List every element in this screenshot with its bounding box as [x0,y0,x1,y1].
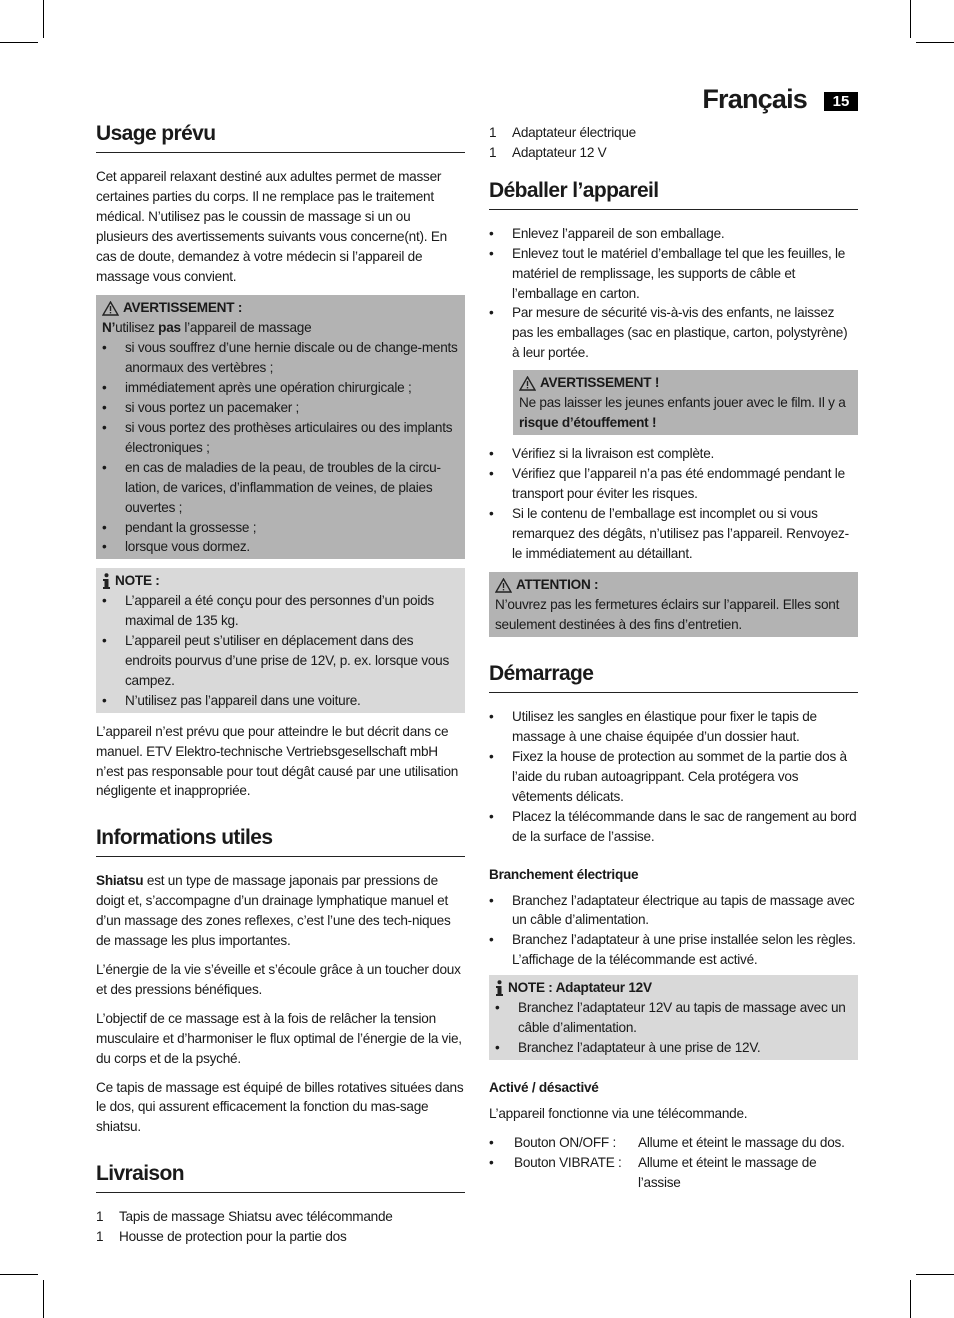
warning-text: Ne pas laisser les jeunes enfants jouer avec le film. Il y a risque d’étouffement ! [519,395,846,431]
list-item: • N’utilisez pas l’appareil dans une voiture. [102,691,459,711]
list-item: • L’appareil a été conçu pour des personnes d’un poids maximal de 135 kg. [102,591,459,631]
start-list [489,707,858,846]
crop-mark [916,42,954,43]
attention-title: ATTENTION : [495,575,852,595]
warning-list [102,338,459,557]
subsection-title-power: Branchement électrique [489,866,639,882]
crop-mark [43,1280,44,1318]
list-item: • Placez la télécommande dans le sac de rangement au bord de la surface de l’assise. [489,807,858,847]
left-column [96,120,465,1247]
section-title-info: Informations utiles [96,824,465,857]
info-p2: L’énergie de la vie s’éveille et s’écoule grâce à un toucher doux et des pressions bénéfiques. [96,962,461,997]
info-icon [102,573,111,589]
warning-intro: N’utilisez pas l’appareil de massage [102,320,312,336]
warning-box [513,370,858,435]
subsection-title-onoff: Activé / désactivé [489,1079,599,1095]
warning-box [96,295,465,559]
attention-box [489,572,858,637]
list-item: • Branchez l’adaptateur à une prise installée selon les règles. L’affichage de la télécommande est activé. [489,930,858,970]
warning-triangle-icon [519,376,536,391]
crop-mark [0,42,38,43]
section-title-start: Démarrage [489,660,858,693]
onoff-text: L’appareil fonctionne via une télécommande. [489,1105,748,1121]
list-item: • Branchez l’adaptateur à une prise de 12V. [495,1038,852,1058]
note-list [495,998,852,1058]
right-column [489,123,858,1193]
delivery-item: 1 Housse de protection pour la partie dos [96,1229,347,1245]
crop-mark [916,1274,954,1275]
note-box [96,568,465,712]
list-item: • si vous portez un pacemaker ; [102,398,459,418]
info-icon [495,980,504,996]
warning-triangle-icon [495,578,512,593]
delivery-item: 1 Adaptateur électrique [489,125,636,140]
list-item: • si vous souffrez d’une hernie discale ou de change-ments anormaux des vertèbres ; [102,338,459,378]
delivery-item: 1 Adaptateur 12 V [489,144,607,160]
list-item: • lorsque vous dormez. [102,537,459,557]
info-p3: L’objectif de ce massage est à la fois de relâcher la tension musculaire et d’harmoniser le flux optimal de l’énergie de la vie, du corps et de la psyché. [96,1010,462,1066]
list-item: • Enlevez tout le matériel d’emballage tel que les feuilles, le matériel de remplissage, les supports de câble et l’emballage en carton. [489,244,858,304]
section-title-delivery: Livraison [96,1160,465,1193]
list-item: • Branchez l’adaptateur électrique au tapis de massage avec un câble d’alimentation. [489,891,858,931]
note-title: NOTE : [102,571,459,591]
list-item: • Par mesure de sécurité vis-à-vis des enfants, ne laissez pas les emballages (sac en plastique, carton, polystyrène) à leur portée. [489,303,858,363]
list-item: • Utilisez les sangles en élastique pour fixer le tapis de massage à une chaise équipée d’un dossier haut. [489,707,858,747]
note-list [102,591,459,710]
info-p4: Ce tapis de massage est équipé de billes rotatives situées dans le dos, qui assurent efficacement la fonction du mas-sage shiatsu. [96,1079,464,1135]
list-item: • Enlevez l’appareil de son emballage. [489,224,858,244]
list-item: • pendant la grossesse ; [102,518,459,538]
note-title: NOTE : Adaptateur 12V [495,978,852,998]
crop-mark [43,0,44,38]
page-number: 15 [824,92,858,111]
unpack-list [489,224,858,363]
list-item: • Fixez la house de protection au sommet de la partie dos à l’aide du ruban autoagrippant. Cela protégera vos vêtements délicats. [489,747,858,807]
power-list [489,891,858,971]
list-item: • Vérifiez si la livraison est complète. [489,444,858,464]
list-item: • immédiatement après une opération chirurgicale ; [102,378,459,398]
section-title-usage: Usage prévu [96,120,465,153]
unpack-checks [489,444,858,563]
usage-text: Cet appareil relaxant destiné aux adultes permet de masser certaines parties du corps. Il ne remplace pas le traitement médical. N’utilisez pas le coussin de massage si un ou plusieurs des avertissements suivants vous concerne(nt). En cas de doute, demandez à votre médecin si l’appareil de massage vous convient. [96,169,447,284]
usage-closing: L’appareil n’est prévu que pour atteindre le but décrit dans ce manuel. ETV Elektro-technische Vertriebsgesellschaft mbH n’est pas responsable pour tout dégât causé par une utilisation négligente et inappropriée. [96,723,459,799]
crop-mark [910,0,911,38]
warning-title: AVERTISSEMENT : [102,298,459,318]
note-box [489,975,858,1060]
list-item: • Vérifiez que l’appareil n’a pas été endommagé pendant le transport pour éviter les risques. [489,464,858,504]
list-item: • si vous portez des prothèses articulaires ou des implants électroniques ; [102,418,459,458]
list-item: • en cas de maladies de la peau, de troubles de la circu-lation, de varices, d’inflammation de veines, de plaies ouvertes ; [102,458,459,518]
info-p1: Shiatsu est un type de massage japonais par pressions de doigt et, s’accompagne d’un drainage lymphatique manuel et d’un massage des zones reflexes, c’est l’une des tech-niques de massage les plus importantes. [96,873,451,949]
language-title: Français [702,84,807,114]
crop-mark [910,1280,911,1318]
warning-title: AVERTISSEMENT ! [519,373,852,393]
delivery-item: 1 Tapis de massage Shiatsu avec télécommande [96,1209,393,1225]
crop-mark [0,1274,38,1275]
list-item: • L’appareil peut s’utiliser en déplacement dans des endroits pourvus d’une prise de 12V, p. ex. lorsque vous campez. [102,631,459,691]
list-item: • Si le contenu de l’emballage est incomplet ou si vous remarquez des dégâts, n’utilisez pas l’appareil. Renvoyez-le immédiatement au détaillant. [489,504,858,564]
warning-triangle-icon [102,301,119,316]
list-item: • Branchez l’adaptateur 12V au tapis de massage avec un câble d’alimentation. [495,998,852,1038]
section-title-unpack: Déballer l’appareil [489,177,858,210]
button-description: • Bouton ON/OFF : Allume et éteint le massage du dos. [489,1133,858,1153]
attention-text: N’ouvrez pas les fermetures éclairs sur l’appareil. Elles sont seulement destinées à des fins d’entretien. [495,597,840,633]
button-description: • Bouton VIBRATE : Allume et éteint le massage de l’assise [489,1153,858,1193]
